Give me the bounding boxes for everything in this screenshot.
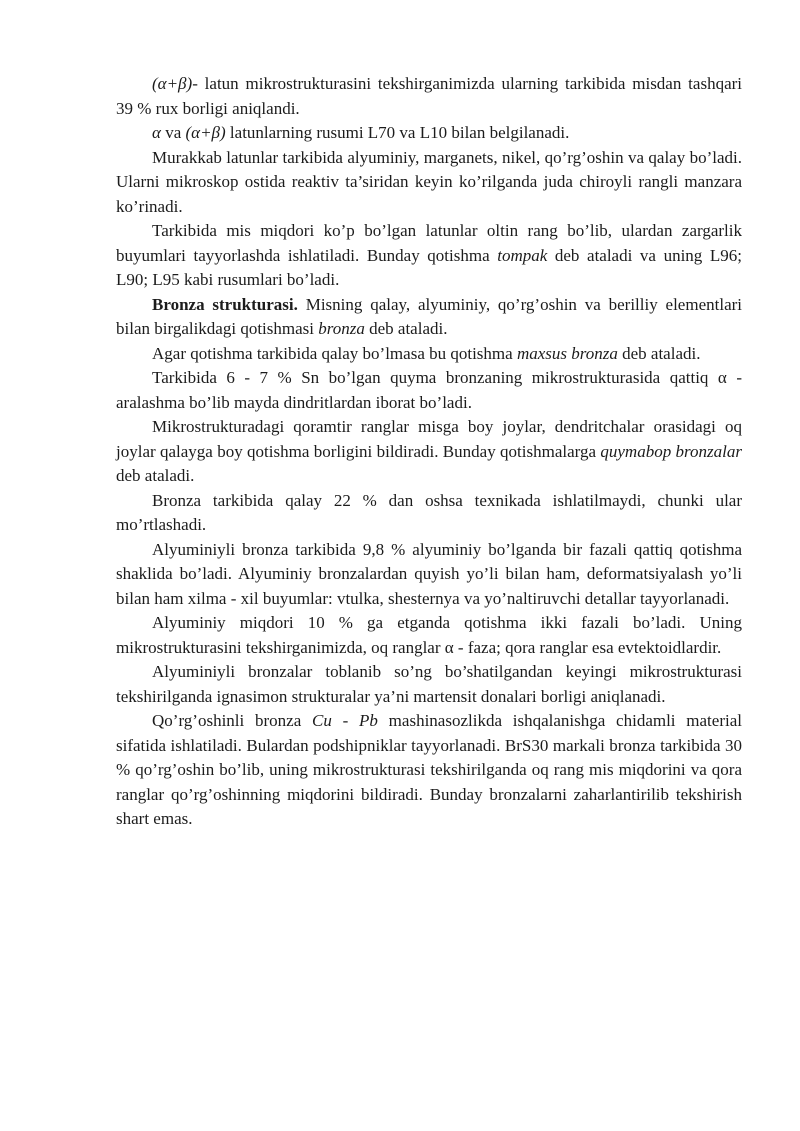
paragraph-text: deb ataladi va uning L96; L90; L95 kabi rusumlari bo’ladi. xyxy=(116,245,742,289)
paragraph xyxy=(116,72,742,121)
paragraph-text: deb ataladi. xyxy=(116,466,195,485)
paragraph-text: va xyxy=(160,123,186,142)
section-heading: Bronza strukturasi. xyxy=(152,294,298,314)
paragraph-text: Tarkibida 6 - 7 % Sn bo’lgan quyma bronzaning mikrostrukturasida qattiq α - aralashma bo’lib mayda dindritlardan iborat bo’ladi. xyxy=(116,368,742,412)
emphasized-term: tompak xyxy=(497,245,548,265)
paragraph xyxy=(116,219,742,293)
paragraph xyxy=(116,709,742,832)
paragraph-text: latunlarning rusumi L70 va L10 bilan belgilanadi. xyxy=(225,123,570,142)
emphasized-term: α xyxy=(152,123,161,142)
paragraph-text: Bronza tarkibida qalay 22 % dan oshsa texnikada ishlatilmaydi, chunki ular mo’rtlashadi. xyxy=(116,490,742,534)
paragraph-text: deb ataladi. xyxy=(364,319,448,338)
paragraph xyxy=(116,366,742,415)
paragraph xyxy=(116,121,742,146)
document-body xyxy=(116,72,742,832)
paragraph-text: Alyuminiyli bronzalar toblanib so’ng bo’shatilgandan keyingi mikrostrukturasi tekshirilganda ignasimon strukturalar ya’ni martensit donalari borligi aniqlanadi. xyxy=(116,662,742,706)
emphasized-term: (α+β) xyxy=(185,123,226,142)
paragraph-text: Agar qotishma tarkibida qalay bo’lmasa bu qotishma xyxy=(152,343,517,363)
emphasized-term: bronza xyxy=(318,319,365,338)
paragraph xyxy=(116,146,742,220)
paragraph-text: mashinasozlikda ishqalanishga chidamli material sifatida ishlatiladi. Bulardan podshipniklar tayyorlanadi. BrS30 markali bronza tarkibida 30 % qo’rg’oshin bo’lib, uning mikrostrukturasi tekshirilganda oq rang mis miqdorini va qora ranglar qo’rg’oshinning miqdorini bildiradi. Bunday bronzalarni zaharlantirilib tekshirish shart emas. xyxy=(116,711,742,828)
paragraph xyxy=(116,660,742,709)
emphasized-term: maxsus bronza xyxy=(516,343,618,363)
paragraph-text: Alyuminiy miqdori 10 % ga etganda qotishma ikki fazali bo’ladi. Uning mikrostrukturasini tekshirganimizda, oq ranglar α - faza; qora ranglar esa evtektoidlardir. xyxy=(116,613,742,657)
paragraph xyxy=(116,538,742,612)
paragraph-text: Qo’rg’oshinli bronza xyxy=(152,711,313,730)
paragraph xyxy=(116,611,742,660)
emphasized-term: (α+β) xyxy=(152,74,193,93)
paragraph xyxy=(116,342,742,367)
paragraph-text: Murakkab latunlar tarkibida alyuminiy, marganets, nikel, qo’rg’oshin va qalay bo’ladi. Ularni mikroskop ostida reaktiv ta’siridan keyin ko’rilganda juda chiroyli rangli manzara ko’rinadi. xyxy=(116,147,742,216)
paragraph-text: Tarkibida mis miqdori ko’p bo’lgan latunlar oltin rang bo’lib, ulardan zargarlik buyumlari tayyorlashda ishlatiladi. Bunday qotishma xyxy=(116,221,742,265)
paragraph-text: Mikrostrukturadagi qoramtir ranglar misga boy joylar, dendritchalar orasidagi oq joylar qalayga boy qotishma borligini bildiradi. Bunday qotishmalarga xyxy=(116,417,742,461)
paragraph xyxy=(116,293,742,342)
paragraph-text: Alyuminiyli bronza tarkibida 9,8 % alyuminiy bo’lganda bir fazali qattiq qotishma shaklida bo’ladi. Alyuminiy bronzalardan quyish yo’li bilan ham, deformatsiyalash yo’li bilan ham xilma - xil buyumlar: vtulka, shesternya va yo’naltiruvchi detallar tayyorlanadi. xyxy=(116,539,742,608)
paragraph-text: - latun mikrostrukturasini tekshirganimizda ularning tarkibida misdan tashqari 39 % rux borligi aniqlandi. xyxy=(116,74,742,118)
emphasized-term: Cu - Pb xyxy=(312,711,378,730)
paragraph xyxy=(116,415,742,489)
paragraph-text: deb ataladi. xyxy=(617,343,701,363)
paragraph-text: Misning qalay, alyuminiy, qo’rg’oshin va berilliy elementlari bilan birgalikdagi qotishmasi xyxy=(116,294,742,338)
paragraph xyxy=(116,489,742,538)
emphasized-term: quymabop bronzalar xyxy=(600,441,742,461)
